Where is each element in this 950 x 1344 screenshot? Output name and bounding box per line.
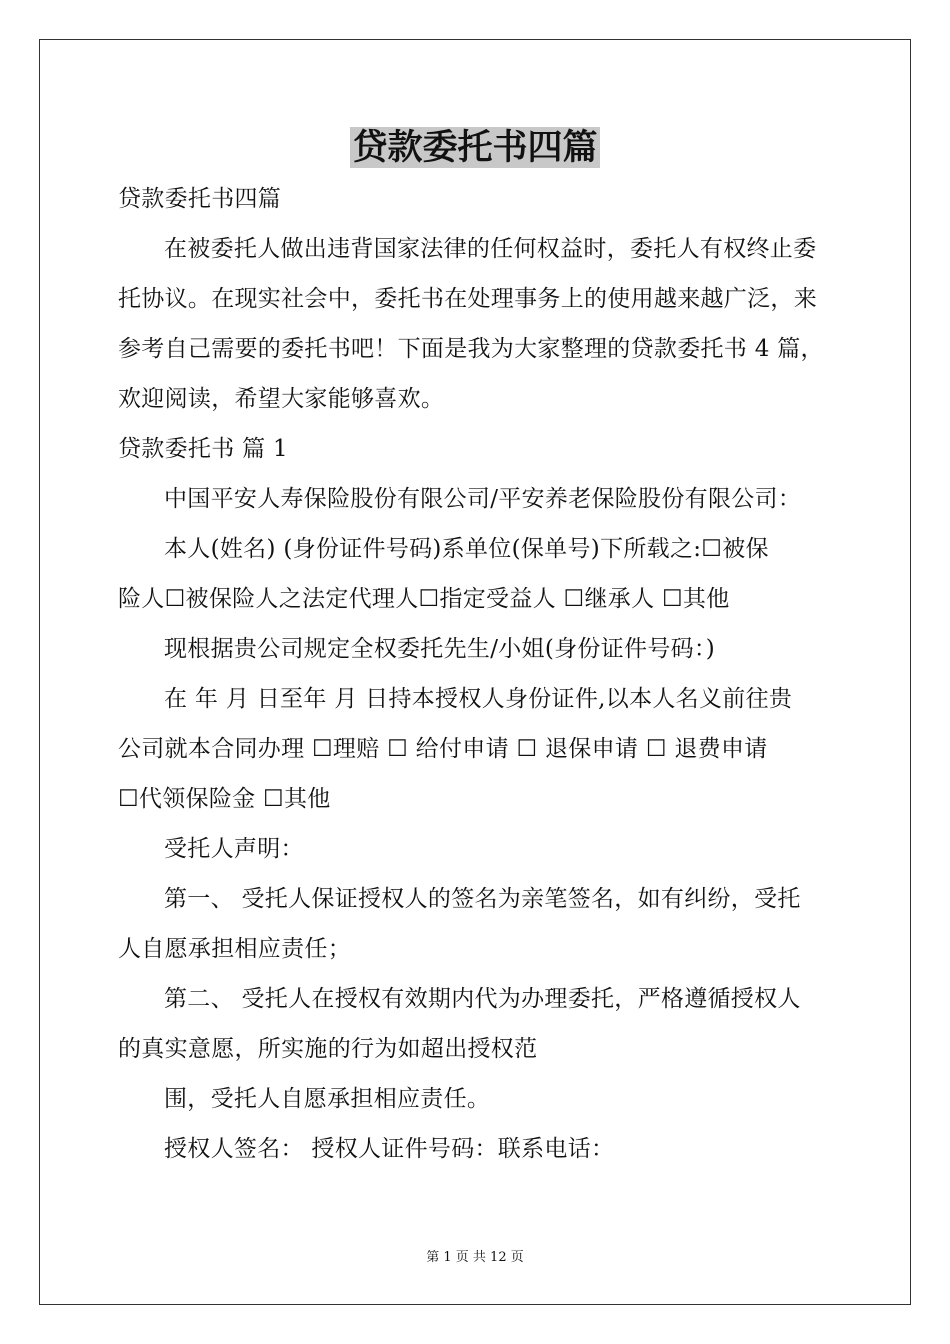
intro-line-2: 托协议。在现实社会中，委托书在处理事务上的使用越来越广泛，来 <box>118 286 817 312</box>
body-line-6: ☐代领保险金 ☐其他 <box>118 786 331 812</box>
declaration-line-5: 围，受托人自愿承担相应责任。 <box>164 1086 491 1112</box>
page-footer: 第 1 页 共 12 页 <box>426 1250 524 1265</box>
body-line-2: 险人☐被保险人之法定代理人☐指定受益人 ☐继承人 ☐其他 <box>118 586 730 612</box>
document-title-text: 贷款委托书四篇 <box>352 127 598 168</box>
declaration-line-2: 人自愿承担相应责任； <box>118 936 351 962</box>
intro-line-3: 参考自己需要的委托书吧！下面是我为大家整理的贷款委托书 4 篇， <box>118 336 824 362</box>
addressee-line: 中国平安人寿保险股份有限公司/平安养老保险股份有限公司： <box>164 486 802 512</box>
intro-line-4: 欢迎阅读，希望大家能够喜欢。 <box>118 386 445 412</box>
declaration-line-1: 第一、 受托人保证授权人的签名为亲笔签名，如有纠纷，受托 <box>164 886 801 912</box>
body-line-4: 在 年 月 日至年 月 日持本授权人身份证件,以本人名义前往贵 <box>164 686 793 712</box>
body-line-3: 现根据贵公司规定全权委托先生/小姐(身份证件号码：) <box>164 636 715 662</box>
signature-line: 授权人签名： 授权人证件号码：联系电话： <box>164 1136 615 1162</box>
section-heading: 贷款委托书 篇 1 <box>118 436 288 462</box>
document-title <box>0 124 950 172</box>
body-line-5: 公司就本合同办理 ☐理赔 ☐ 给付申请 ☐ 退保申请 ☐ 退费申请 <box>118 736 768 762</box>
body-line-1: 本人(姓名) (身份证件号码)系单位(保单号)下所载之:☐被保 <box>164 536 769 562</box>
declaration-line-4: 的真实意愿，所实施的行为如超出授权范 <box>118 1036 538 1062</box>
intro-line-1: 在被委托人做出违背国家法律的任何权益时，委托人有权终止委 <box>164 236 817 262</box>
page-frame <box>39 39 911 1305</box>
subtitle-line: 贷款委托书四篇 <box>118 186 282 212</box>
declaration-line-3: 第二、 受托人在授权有效期内代为办理委托，严格遵循授权人 <box>164 986 801 1012</box>
declaration-heading: 受托人声明： <box>164 836 304 862</box>
